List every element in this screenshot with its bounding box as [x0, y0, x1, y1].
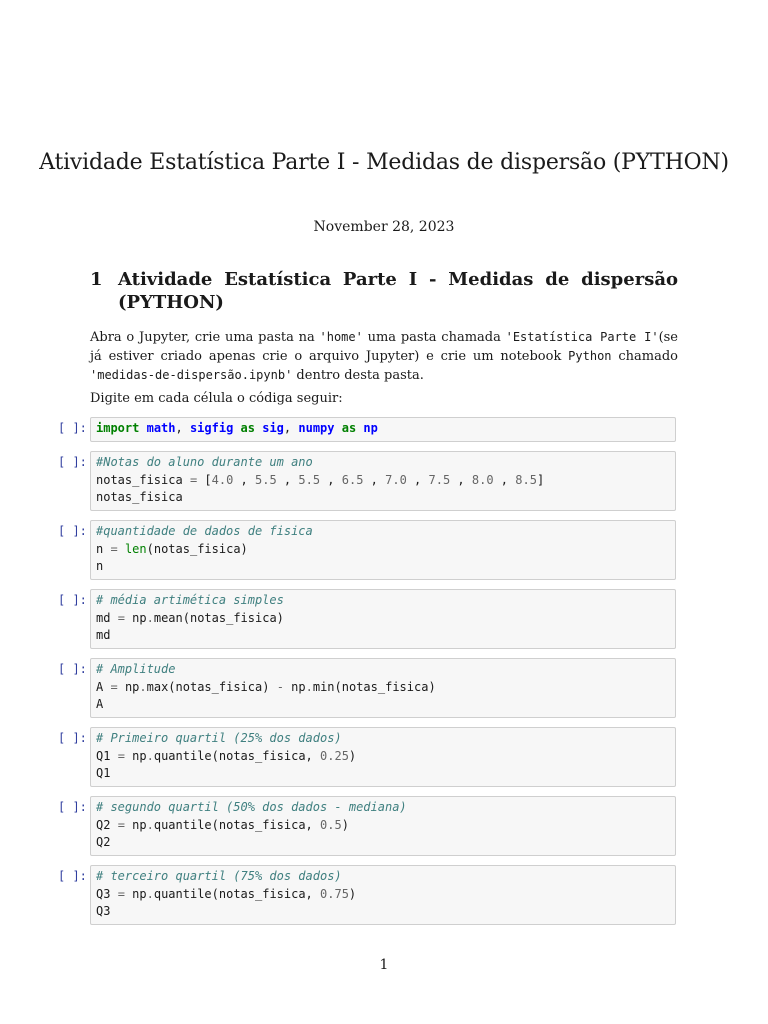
function-call: max(notas_fisica): [146, 679, 270, 694]
section-title-line1: Atividade Estatística Parte I - Medidas de dispersão: [118, 269, 678, 290]
number: 7.5: [428, 472, 451, 487]
cell-prompt: [ ]:: [58, 455, 87, 469]
number: 8.0: [471, 472, 494, 487]
code-comment: # terceiro quartil (75% dos dados): [96, 869, 342, 883]
code-cell-imports[interactable]: [90, 417, 676, 442]
number: 5.5: [255, 472, 277, 487]
module-ref: np: [132, 610, 147, 625]
module-ref: np: [132, 886, 147, 901]
function-call: quantile(notas_fisica,: [153, 748, 321, 763]
operator: .: [139, 679, 147, 694]
number: 4.0: [211, 472, 234, 487]
operator: .: [146, 886, 154, 901]
punct: ): [348, 748, 357, 763]
code-line: [96, 679, 670, 697]
code-line: [96, 541, 670, 559]
document-title: Atividade Estatística Parte I - Medidas de dispersão (PYTHON): [39, 150, 729, 175]
inline-code-notebook: 'medidas-de-dispersão.ipynb': [90, 368, 293, 382]
module-ref: np: [124, 679, 140, 694]
intro-text: dentro desta pasta.: [292, 368, 424, 383]
code-cell-media[interactable]: [90, 589, 676, 649]
code-cell-notas[interactable]: [90, 451, 676, 511]
code-line: notas_fisica: [96, 490, 183, 504]
variable: notas_fisica: [96, 472, 183, 487]
function-call: quantile(notas_fisica,: [153, 817, 321, 832]
cell-prompt: [ ]:: [58, 421, 87, 435]
section-heading: [90, 268, 678, 314]
punct: [: [204, 472, 212, 487]
number: 8.5: [515, 472, 537, 487]
variable: Q3: [96, 886, 111, 901]
section-number: 1: [90, 269, 103, 290]
punct: ): [348, 886, 357, 901]
punct: ]: [536, 472, 545, 487]
operator: =: [189, 472, 198, 487]
code-line: Q3: [96, 904, 111, 918]
operator: =: [117, 817, 125, 832]
code-comment: #quantidade de dados de fisica: [96, 524, 313, 538]
code-line: notas_fisica = [4.0 , 5.5 , 5.5 , 6.5 , 7.0 , 7.5 , 8.0 , 8.5]: [96, 472, 545, 487]
variable: n: [96, 541, 104, 556]
cell-prompt: [ ]:: [58, 524, 87, 538]
function-call: quantile(notas_fisica,: [153, 886, 321, 901]
operator: -: [276, 679, 284, 694]
operator: =: [117, 748, 125, 763]
code-line: Q2: [96, 835, 111, 849]
variable: Q2: [96, 817, 111, 832]
code-cell-q2[interactable]: [90, 796, 676, 856]
code-comment: # Primeiro quartil (25% dos dados): [96, 731, 342, 745]
keyword: as: [341, 421, 357, 435]
number: 0.75: [320, 886, 349, 901]
module-ref: np: [132, 817, 147, 832]
code-line: [96, 610, 670, 628]
cell-prompt: [ ]:: [58, 731, 87, 745]
code-line: A: [96, 697, 104, 711]
cell-prompt: [ ]:: [58, 593, 87, 607]
intro-text: chamado: [611, 349, 678, 364]
code-line: [96, 420, 670, 438]
keyword: import: [96, 421, 140, 435]
code-line: Q1: [96, 766, 111, 780]
variable: Q1: [96, 748, 111, 763]
punct: ,: [283, 421, 299, 435]
operator: =: [110, 679, 118, 694]
code-comment: # Amplitude: [96, 662, 176, 676]
module-name: math: [146, 421, 176, 435]
variable: A: [96, 679, 104, 694]
module-name: numpy: [298, 421, 335, 435]
cell-prompt: [ ]:: [58, 800, 87, 814]
operator: =: [117, 610, 125, 625]
code-cell-quantidade[interactable]: [90, 520, 676, 580]
code-cell-amplitude[interactable]: [90, 658, 676, 718]
code-comment: # média artimética simples: [96, 593, 284, 607]
code-line: [96, 886, 670, 904]
module-name: np: [363, 421, 378, 435]
intro-text: Abra o Jupyter, crie uma pasta na: [90, 330, 320, 345]
code-comment: #Notas do aluno durante um ano: [96, 455, 313, 469]
number: 5.5: [298, 472, 321, 487]
builtin-function: len: [124, 541, 147, 556]
module-name: sigfig: [189, 421, 234, 435]
section-title-line2: (PYTHON): [118, 292, 224, 313]
punct: ): [341, 817, 349, 832]
variable: md: [96, 610, 111, 625]
operator: .: [146, 817, 154, 832]
intro-text: uma pasta chamada: [362, 330, 506, 345]
keyword: as: [240, 421, 255, 435]
operator: .: [146, 748, 154, 763]
cell-prompt: [ ]:: [58, 869, 87, 883]
arguments: (notas_fisica): [146, 541, 248, 556]
punct: ,: [175, 421, 190, 435]
intro-text: (se já estiver criado apenas crie o arquivo Jupyter) e crie um notebook: [90, 330, 678, 364]
operator: =: [117, 886, 125, 901]
cell-prompt: [ ]:: [58, 662, 87, 676]
module-ref: np: [132, 748, 147, 763]
intro-paragraph: [90, 328, 678, 385]
module-name: sig: [262, 421, 284, 435]
code-line: [96, 748, 670, 766]
inline-code-python: Python: [568, 349, 612, 363]
function-call: min(notas_fisica): [312, 679, 436, 694]
function-call: mean(notas_fisica): [153, 610, 284, 625]
operator: =: [110, 541, 118, 556]
code-comment: # segundo quartil (50% dos dados - mediana): [96, 800, 407, 814]
number: 0.5: [320, 817, 342, 832]
page-number: 1: [379, 957, 389, 973]
number: 6.5: [341, 472, 364, 487]
code-line: [96, 817, 670, 835]
inline-code-folder: 'Estatística Parte I': [505, 330, 659, 344]
inline-code-home: 'home': [319, 330, 363, 344]
number: 0.25: [320, 748, 349, 763]
document-date: November 28, 2023: [313, 219, 455, 235]
code-cell-q1[interactable]: [90, 727, 676, 787]
number: 7.0: [385, 472, 407, 487]
module-ref: np: [291, 679, 306, 694]
code-line: md: [96, 628, 111, 642]
code-line: n: [96, 559, 104, 573]
instruction-paragraph: Digite em cada célula o códiga seguir:: [90, 391, 343, 406]
operator: .: [305, 679, 313, 694]
operator: .: [146, 610, 154, 625]
code-cell-q3[interactable]: [90, 865, 676, 925]
